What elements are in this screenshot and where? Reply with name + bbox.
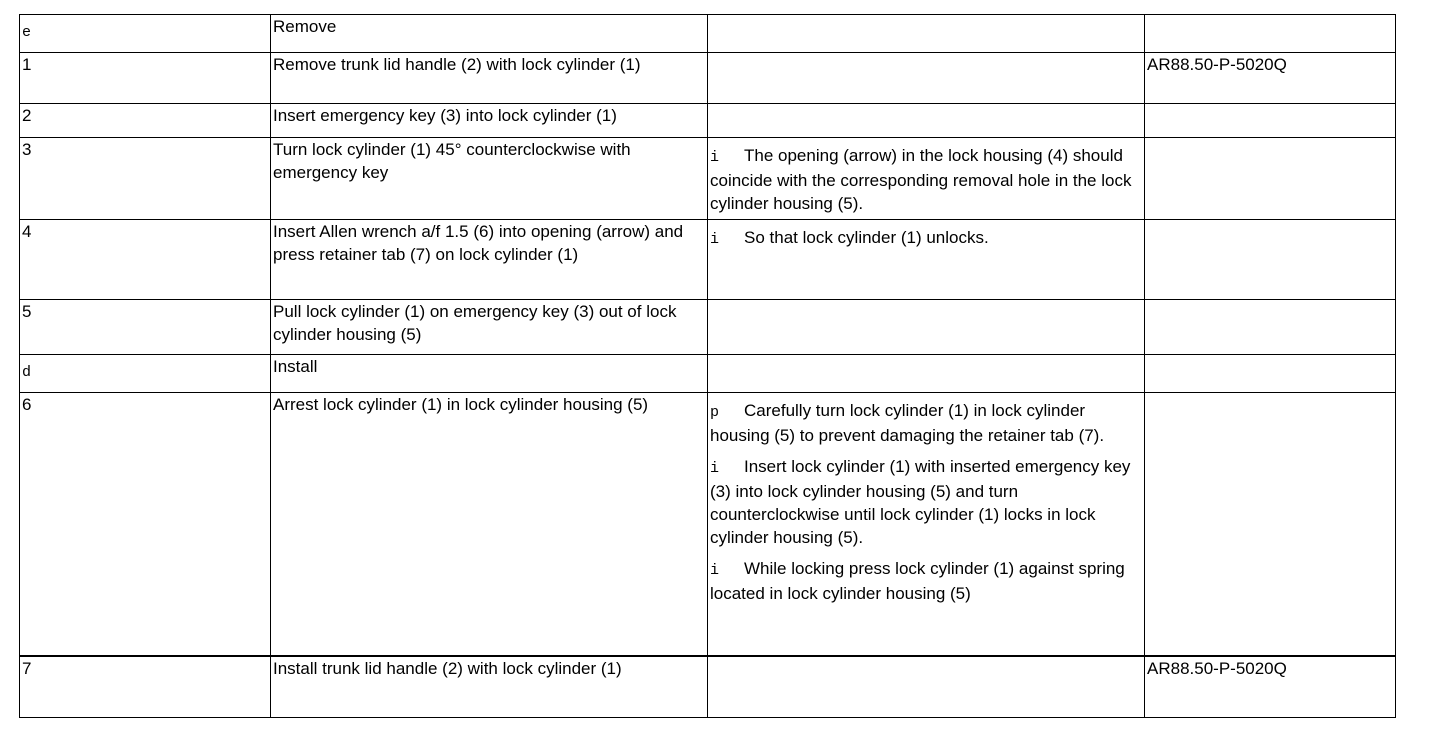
info-note	[710, 455, 1142, 549]
table-row	[20, 355, 1396, 393]
note-text: While locking press lock cylinder (1) against spring located in lock cylinder housing (5)	[710, 559, 1125, 603]
reference-link[interactable]: AR88.50-P-5020Q	[1145, 656, 1396, 718]
note-text: Carefully turn lock cylinder (1) in lock cylinder housing (5) to prevent damaging the retainer tab (7).	[710, 401, 1105, 445]
description-cell: Insert emergency key (3) into lock cylinder (1)	[271, 104, 708, 138]
note-text: Insert lock cylinder (1) with inserted emergency key (3) into lock cylinder housing (5) and turn counterclockwise until lock cylinder (1) locks in lock cylinder housing (5).	[710, 457, 1131, 547]
step-cell: 7	[20, 656, 271, 718]
step-cell: 6	[20, 393, 271, 657]
reference-cell	[1145, 104, 1396, 138]
table-row	[20, 15, 1396, 53]
description-cell: Pull lock cylinder (1) on emergency key (3) out of lock cylinder housing (5)	[271, 300, 708, 355]
notes-cell	[708, 355, 1145, 393]
description-cell: Turn lock cylinder (1) 45° counterclockwise with emergency key	[271, 138, 708, 220]
notes-cell	[708, 656, 1145, 718]
info-icon: i	[710, 231, 720, 248]
step-cell: 2	[20, 104, 271, 138]
description-cell: Remove	[271, 15, 708, 53]
reference-cell	[1145, 300, 1396, 355]
reference-cell	[1145, 393, 1396, 657]
reference-cell	[1145, 15, 1396, 53]
info-note	[710, 226, 1142, 251]
description-cell: Install trunk lid handle (2) with lock cylinder (1)	[271, 656, 708, 718]
step-cell	[20, 355, 271, 393]
step-cell	[20, 15, 271, 53]
notes-cell	[708, 104, 1145, 138]
info-note	[710, 144, 1142, 215]
info-icon: i	[710, 460, 720, 477]
notes-cell	[708, 53, 1145, 104]
reference-link[interactable]: AR88.50-P-5020Q	[1145, 53, 1396, 104]
reference-cell	[1145, 220, 1396, 300]
note-text: The opening (arrow) in the lock housing (4) should coincide with the corresponding removal hole in the lock cylinder housing (5).	[710, 146, 1132, 213]
description-cell: Insert Allen wrench a/f 1.5 (6) into opening (arrow) and press retainer tab (7) on lock cylinder (1)	[271, 220, 708, 300]
step-symbol: d	[22, 364, 32, 381]
procedure-table	[19, 14, 1396, 718]
table-row	[20, 104, 1396, 138]
info-icon: i	[710, 149, 720, 166]
description-cell: Arrest lock cylinder (1) in lock cylinder housing (5)	[271, 393, 708, 657]
info-icon: i	[710, 562, 720, 579]
caution-note	[710, 399, 1142, 447]
step-symbol: e	[22, 24, 32, 41]
reference-cell	[1145, 355, 1396, 393]
table-row	[20, 53, 1396, 104]
description-cell: Remove trunk lid handle (2) with lock cylinder (1)	[271, 53, 708, 104]
table-row	[20, 393, 1396, 657]
description-cell: Install	[271, 355, 708, 393]
reference-cell	[1145, 138, 1396, 220]
step-cell: 4	[20, 220, 271, 300]
table-row	[20, 138, 1396, 220]
note-text: So that lock cylinder (1) unlocks.	[744, 228, 989, 247]
table-row	[20, 656, 1396, 718]
step-cell: 5	[20, 300, 271, 355]
info-note	[710, 557, 1142, 605]
step-cell: 3	[20, 138, 271, 220]
notes-cell	[708, 138, 1145, 220]
caution-icon: p	[710, 404, 720, 421]
step-cell: 1	[20, 53, 271, 104]
table-row	[20, 220, 1396, 300]
notes-cell	[708, 300, 1145, 355]
table-row	[20, 300, 1396, 355]
notes-cell	[708, 15, 1145, 53]
notes-cell	[708, 220, 1145, 300]
notes-cell	[708, 393, 1145, 657]
